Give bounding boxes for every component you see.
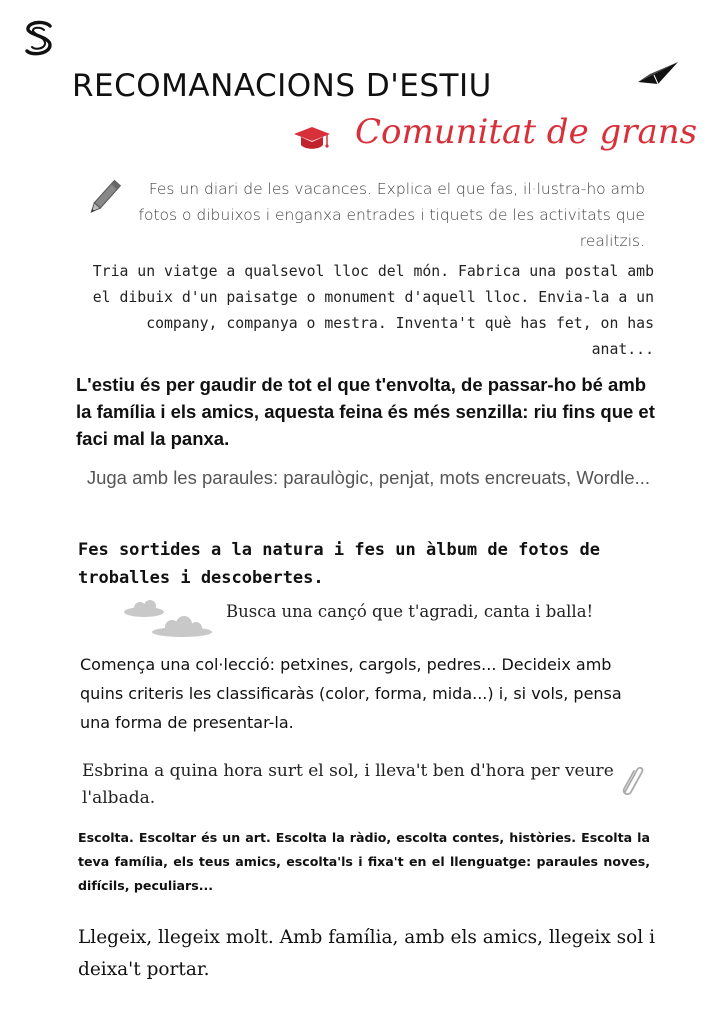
recommendation-enjoy: L'estiu és per gaudir de tot el que t'envolta, de passar-ho bé amb la família i els amics, aquesta feina és més senzilla: riu fins que et faci mal la panxa. [76, 374, 655, 449]
recommendation-nature: Fes sortides a la natura i fes un àlbum de fotos de troballes i descobertes. [78, 540, 600, 588]
recommendation-diary: Fes un diari de les vacances. Explica el que fas, il·lustra-ho amb fotos o dibuixos i enganxa entrades i tiquets de les activitats que realitzis. [138, 180, 645, 250]
recommendation-word-games: Juga amb les paraules: paraulògic, penjat, mots encreuats, Wordle... [86, 467, 650, 488]
logo-s-icon [22, 18, 56, 62]
graduation-cap-icon [292, 125, 332, 153]
paperclip-icon [616, 762, 646, 798]
subtitle: Comunitat de grans [355, 112, 698, 152]
clouds-icon [122, 600, 216, 640]
recommendation-sunrise: Esbrina a quina hora surt el sol, i lleva't ben d'hora per veure l'albada. [82, 761, 614, 808]
page-title: RECOMANACIONS D'ESTIU [72, 68, 492, 104]
recommendation-read: Llegeix, llegeix molt. Amb família, amb els amics, llegeix sol i deixa't portar. [78, 927, 656, 980]
recommendation-listen: Escolta. Escoltar és un art. Escolta la ràdio, escolta contes, històries. Escolta la teva família, els teus amics, escolta'ls i fixa't en el llenguatge: paraules noves, difícils, peculiars... [78, 830, 650, 893]
paper-plane-icon [636, 60, 680, 86]
pencil-icon [84, 176, 124, 220]
recommendation-song: Busca una cançó que t'agradi, canta i balla! [226, 602, 594, 621]
recommendation-postcard: Tria un viatge a qualsevol lloc del món. Fabrica una postal amb el dibuix d'un paisatge o monument d'aquell lloc. Envia-la a un company, companya o mestra. Inventa't què has fet, on has anat... [92, 263, 654, 358]
recommendation-collection: Comença una col·lecció: petxines, cargols, pedres... Decideix amb quins criteris les classificaràs (color, forma, mida...) i, si vols, pensa una forma de presentar-la. [80, 655, 622, 732]
